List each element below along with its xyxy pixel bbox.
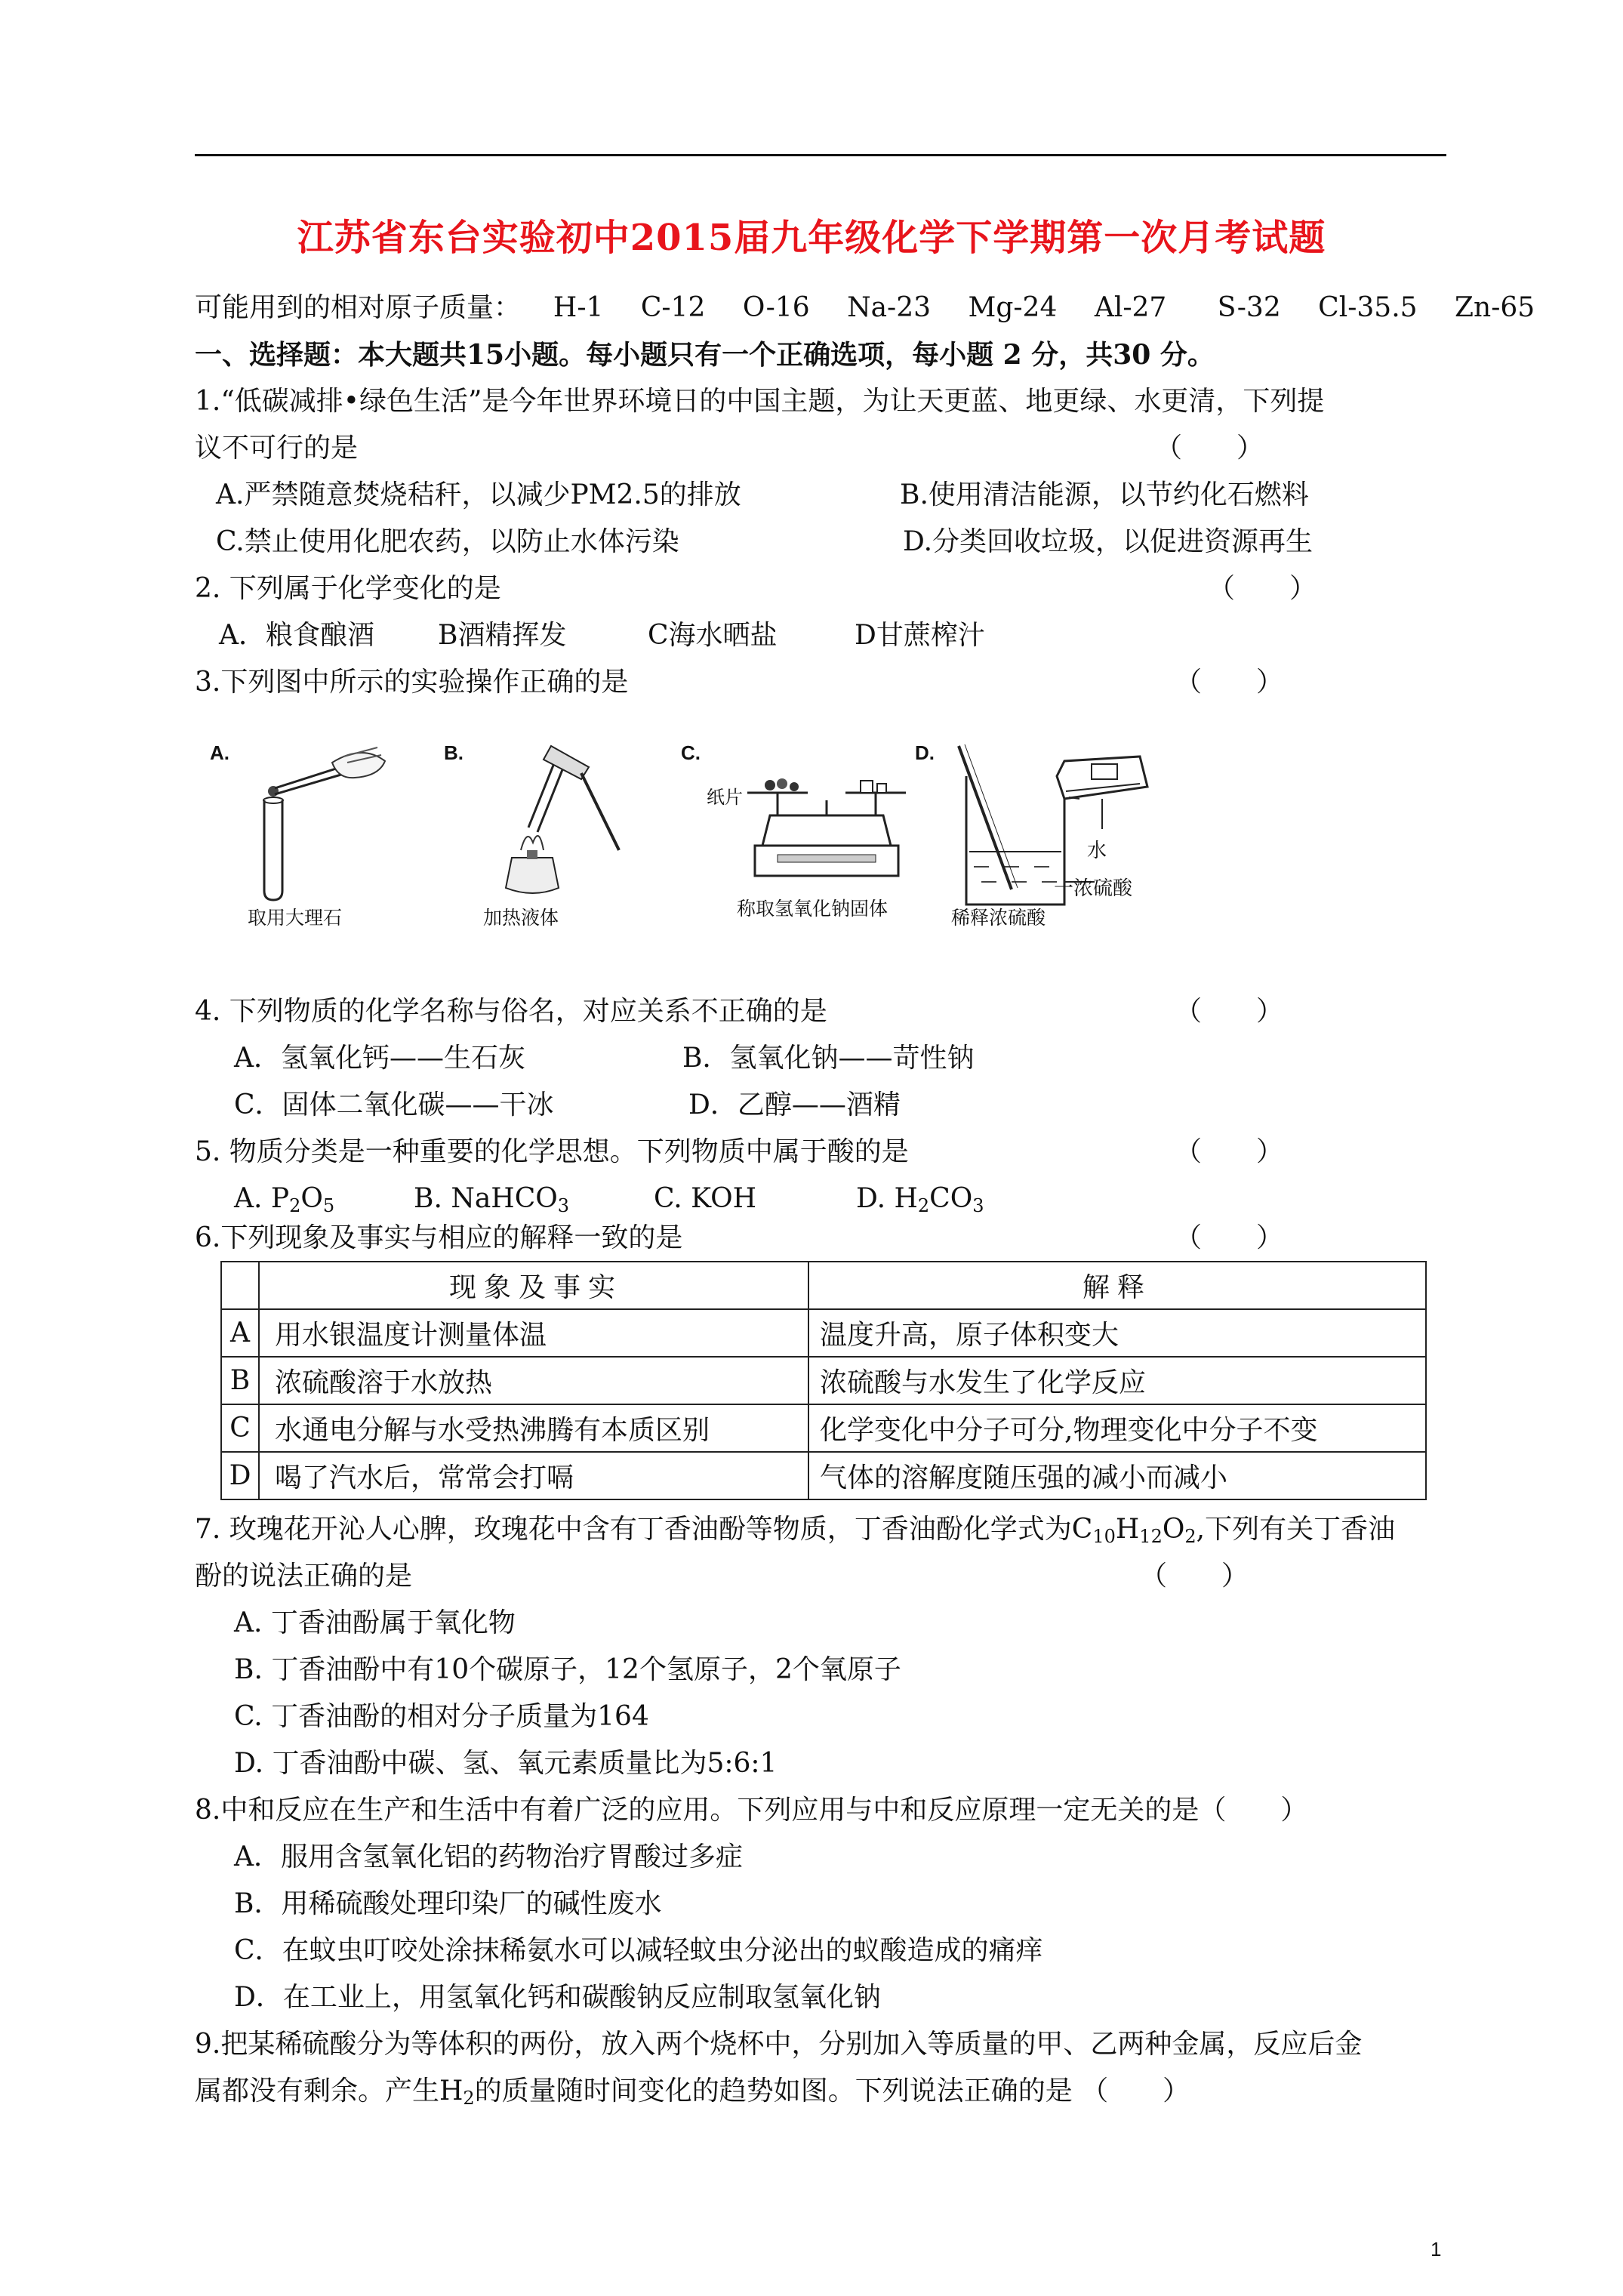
q8-option-a: A．服用含氢氧化铝的药物治疗胃酸过多症 (234, 1841, 743, 1872)
table-row (221, 1452, 1426, 1499)
q5-d-text: D. H (856, 1183, 918, 1214)
q7-h: H (1115, 1514, 1140, 1545)
q5-stem: 5. 物质分类是一种重要的化学思想。下列物质中属于酸的是 (195, 1136, 909, 1167)
q7-sub-c: 10 (1092, 1526, 1116, 1547)
q9-stem-text: 属都没有剩余。产生H (195, 2076, 463, 2106)
page-title: 江苏省东台实验初中2015届九年级化学下学期第一次月考试题 (297, 217, 1326, 259)
row-explanation: 浓硫酸与水发生了化学反应 (808, 1357, 1426, 1404)
row-key: A (221, 1309, 259, 1357)
q5-a-mid: O (300, 1183, 323, 1214)
table-header-row (221, 1262, 1426, 1309)
q7-stem-text: 7. 玫瑰花开沁人心脾，玫瑰花中含有丁香油酚等物质，丁香油酚化学式为C (195, 1514, 1093, 1545)
q4-option-c: C．固体二氧化碳——干冰 (234, 1089, 554, 1120)
row-fact: 喝了汽水后，常常会打嗝 (259, 1452, 808, 1499)
table-row (221, 1404, 1426, 1452)
mass-zn: Zn-65 (1455, 292, 1535, 323)
q5-b-sub: 3 (557, 1195, 570, 1216)
q1-stem-1: 1.“低碳减排•绿色生活”是今年世界环境日的中国主题，为让天更蓝、地更绿、水更清，下列提 (195, 386, 1325, 417)
row-explanation: 温度升高，原子体积变大 (808, 1309, 1426, 1357)
q2-option-d: D甘蔗榨汁 (855, 620, 985, 651)
table-header-explanation: 解释 (808, 1262, 1426, 1309)
q7-option-b: B. 丁香油酚中有10个碳原子，12个氢原子，2个氧原子 (234, 1654, 901, 1685)
q1-option-a: A.严禁随意焚烧秸秆，以减少PM2.5的排放 (216, 479, 741, 510)
q1-option-b: B.使用清洁能源，以节约化石燃料 (900, 479, 1309, 510)
q5-b-text: B. NaHCO (414, 1183, 558, 1214)
table-cell (221, 1262, 259, 1309)
row-explanation: 化学变化中分子可分,物理变化中分子不变 (808, 1404, 1426, 1452)
fig-c-balance-illustration (740, 770, 913, 898)
q7-stem-1 (195, 1512, 1395, 1555)
mass-na: Na-23 (847, 292, 932, 323)
q6-answer-paren: （ ） (1175, 1222, 1284, 1253)
q6-stem: 6.下列现象及事实与相应的解释一致的是 (195, 1222, 683, 1253)
q4-option-b: B．氢氧化钠——苛性钠 (682, 1043, 975, 1074)
q4-answer-paren: （ ） (1175, 996, 1284, 1027)
fig-a-marble-illustration (242, 740, 393, 906)
q7-answer-paren: （ ） (1140, 1561, 1249, 1592)
atomic-mass-line (195, 290, 1535, 326)
section-heading: 一、选择题：本大题共15小题。每小题只有一个正确选项，每小题 2 分，共30 分。 (195, 339, 1215, 371)
mass-cl: Cl-35.5 (1318, 292, 1418, 323)
q2-option-a: A．粮食酿酒 (219, 620, 374, 651)
fig-c-caption: 称取氢氧化钠固体 (737, 898, 888, 920)
q7-option-c: C. 丁香油酚的相对分子质量为164 (234, 1701, 649, 1732)
q7-option-d: D. 丁香油酚中碳、氢、氧元素质量比为5:6:1 (234, 1748, 778, 1779)
fig-d-acid-label: 一浓硫酸 (1054, 877, 1133, 900)
fig-a-label: A. (210, 741, 229, 764)
q9-stem-2 (195, 2073, 1190, 2116)
q9-stem-1: 9.把某稀硫酸分为等体积的两份，放入两个烧杯中，分别加入等质量的甲、乙两种金属，反应后金 (195, 2029, 1363, 2060)
row-fact: 水通电分解与水受热沸腾有本质区别 (259, 1404, 808, 1452)
fig-b-label: B. (444, 741, 463, 764)
table-row (221, 1357, 1426, 1404)
fig-c-paper-label: 纸片 (707, 787, 743, 808)
row-key: C (221, 1404, 259, 1452)
q4-option-d: D．乙醇——酒精 (688, 1089, 901, 1120)
q7-sub-o: 2 (1184, 1526, 1196, 1547)
fig-a-caption: 取用大理石 (248, 907, 343, 929)
fig-d-water-label: 水 (1087, 840, 1107, 862)
q2-answer-paren: （ ） (1208, 573, 1317, 604)
table-header-fact: 现象及事实 (259, 1262, 808, 1309)
q7-option-a: A. 丁香油酚属于氧化物 (234, 1607, 516, 1638)
q3-answer-paren: （ ） (1175, 667, 1284, 698)
mass-s: S-32 (1217, 292, 1281, 323)
page-number: 1 (1431, 2238, 1442, 2261)
q1-option-c: C.禁止使用化肥农药，以防止水体污染 (216, 526, 679, 557)
row-fact: 用水银温度计测量体温 (259, 1309, 808, 1357)
q2-option-b: B酒精挥发 (438, 620, 567, 651)
q2-stem: 2. 下列属于化学变化的是 (195, 573, 501, 604)
q7-o: O (1162, 1514, 1185, 1545)
header-rule (195, 154, 1446, 156)
row-fact: 浓硫酸溶于水放热 (259, 1357, 808, 1404)
q5-d-mid: CO (929, 1183, 973, 1214)
fig-c-label: C. (681, 741, 701, 764)
q6-table (220, 1261, 1427, 1500)
q7-stem-tail: ,下列有关丁香油 (1196, 1514, 1396, 1545)
q5-option-c: C. KOH (654, 1183, 756, 1214)
fig-d-label: D. (915, 741, 935, 764)
q5-d-sub1: 2 (917, 1195, 930, 1216)
q9-sub: 2 (463, 2088, 475, 2109)
fig-b-heating-illustration (468, 737, 634, 903)
q5-a-sub2: 5 (322, 1195, 335, 1216)
q7-stem-2: 酚的说法正确的是 (195, 1561, 413, 1592)
q8-option-b: B．用稀硫酸处理印染厂的碱性废水 (234, 1888, 662, 1919)
q5-option-d (856, 1181, 984, 1224)
q9-stem-tail: 的质量随时间变化的趋势如图。下列说法正确的是 （ ） (474, 2076, 1190, 2106)
fig-d-caption: 稀释浓硫酸 (951, 907, 1046, 929)
mass-o: O-16 (742, 292, 810, 323)
q8-option-d: D．在工业上，用氢氧化钙和碳酸钠反应制取氢氧化钠 (234, 1982, 881, 2013)
mass-al: Al-27 (1094, 292, 1167, 323)
q5-a-text: A. P (234, 1183, 290, 1214)
table-row (221, 1309, 1426, 1357)
q4-option-a: A．氢氧化钙——生石灰 (234, 1043, 525, 1074)
mass-mg: Mg-24 (968, 292, 1058, 323)
q1-stem-2: 议不可行的是 (195, 433, 359, 464)
row-key: D (221, 1452, 259, 1499)
fig-b-caption: 加热液体 (483, 907, 559, 929)
atomic-mass-label: 可能用到的相对原子质量： (195, 292, 522, 323)
q8-option-c: C．在蚊虫叮咬处涂抹稀氨水可以减轻蚊虫分泌出的蚁酸造成的痛痒 (234, 1935, 1043, 1966)
q2-option-c: C海水晒盐 (648, 620, 778, 651)
q7-sub-h: 12 (1139, 1526, 1163, 1547)
q8-stem: 8.中和反应在生产和生活中有着广泛的应用。下列应用与中和反应原理一定无关的是（ ） (195, 1795, 1308, 1826)
mass-c: C-12 (640, 292, 706, 323)
mass-h: H-1 (553, 292, 604, 323)
q5-a-sub1: 2 (289, 1195, 301, 1216)
q1-answer-paren: （ ） (1155, 433, 1264, 464)
q5-option-a (234, 1181, 334, 1224)
q5-option-b (414, 1181, 569, 1224)
q5-answer-paren: （ ） (1175, 1136, 1284, 1167)
row-explanation: 气体的溶解度随压强的减小而减小 (808, 1452, 1426, 1499)
q3-stem: 3.下列图中所示的实验操作正确的是 (195, 667, 629, 698)
q1-option-d: D.分类回收垃圾，以促进资源再生 (903, 526, 1313, 557)
q5-d-sub2: 3 (972, 1195, 984, 1216)
row-key: B (221, 1357, 259, 1404)
q4-stem: 4. 下列物质的化学名称与俗名，对应关系不正确的是 (195, 996, 827, 1027)
